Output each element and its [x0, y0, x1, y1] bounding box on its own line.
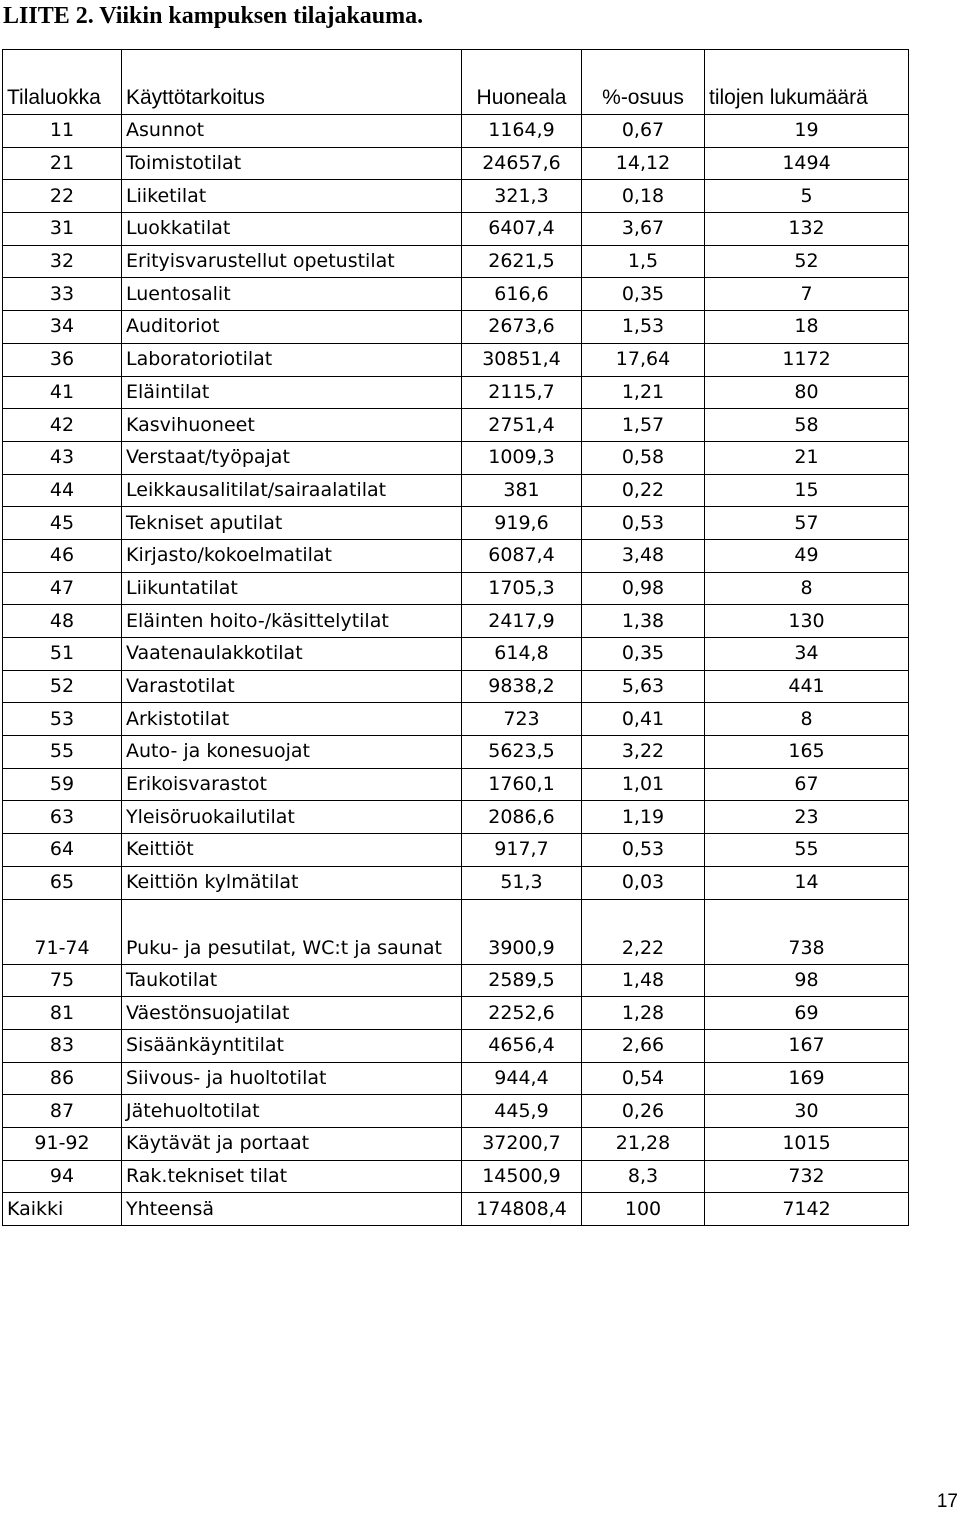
- cell-floor-area: 6087,4: [462, 539, 582, 572]
- table-body: [3, 115, 909, 1226]
- cell-share-percent: 1,57: [582, 409, 705, 442]
- cell-space-count: 167: [705, 1029, 909, 1062]
- table-row: [3, 964, 909, 997]
- cell-purpose: Varastotilat: [122, 670, 462, 703]
- table-row: [3, 605, 909, 638]
- cell-share-percent: 0,22: [582, 474, 705, 507]
- cell-space-count: 8: [705, 703, 909, 736]
- cell-space-count: 15: [705, 474, 909, 507]
- table-row: [3, 638, 909, 671]
- cell-space-class: 47: [3, 572, 122, 605]
- header-space-class: Tilaluokka: [3, 50, 122, 115]
- cell-purpose: Yleisöruokailutilat: [122, 801, 462, 834]
- table-row: [3, 1029, 909, 1062]
- cell-space-count: 169: [705, 1062, 909, 1095]
- cell-floor-area: 381: [462, 474, 582, 507]
- cell-floor-area: 1760,1: [462, 768, 582, 801]
- cell-floor-area: 723: [462, 703, 582, 736]
- cell-space-class: 36: [3, 343, 122, 376]
- cell-space-class: 22: [3, 180, 122, 213]
- cell-space-count: 8: [705, 572, 909, 605]
- cell-floor-area: 1164,9: [462, 115, 582, 148]
- table-row: [3, 1062, 909, 1095]
- cell-space-class: 42: [3, 409, 122, 442]
- cell-share-percent: 2,66: [582, 1029, 705, 1062]
- cell-space-class: 53: [3, 703, 122, 736]
- cell-share-percent: 0,26: [582, 1095, 705, 1128]
- table-row: [3, 441, 909, 474]
- cell-space-class: 55: [3, 736, 122, 769]
- cell-floor-area: 917,7: [462, 834, 582, 867]
- cell-purpose: Eläintilat: [122, 376, 462, 409]
- cell-space-class: 65: [3, 866, 122, 899]
- cell-space-count: 732: [705, 1160, 909, 1193]
- cell-space-class: 34: [3, 311, 122, 344]
- cell-share-percent: 5,63: [582, 670, 705, 703]
- cell-floor-area: 1705,3: [462, 572, 582, 605]
- header-space-count: tilojen lukumäärä: [705, 50, 909, 115]
- cell-space-class: 45: [3, 507, 122, 540]
- table-row: [3, 1127, 909, 1160]
- cell-space-count: 98: [705, 964, 909, 997]
- cell-floor-area: 2751,4: [462, 409, 582, 442]
- cell-share-percent: 0,03: [582, 866, 705, 899]
- table-row: [3, 343, 909, 376]
- cell-purpose: Kasvihuoneet: [122, 409, 462, 442]
- table-row: [3, 866, 909, 899]
- cell-space-count: 1015: [705, 1127, 909, 1160]
- cell-space-count: 165: [705, 736, 909, 769]
- page-number: 17: [936, 1491, 958, 1512]
- cell-space-class: 52: [3, 670, 122, 703]
- cell-share-percent: 100: [582, 1193, 705, 1226]
- header-share-percent: %-osuus: [582, 50, 705, 115]
- document-title: LIITE 2. Viikin kampuksen tilajakauma.: [3, 3, 424, 29]
- cell-space-count: 130: [705, 605, 909, 638]
- cell-purpose: Siivous- ja huoltotilat: [122, 1062, 462, 1095]
- cell-floor-area: 14500,9: [462, 1160, 582, 1193]
- cell-purpose: Luokkatilat: [122, 213, 462, 246]
- table-row: [3, 213, 909, 246]
- cell-space-count: 49: [705, 539, 909, 572]
- table-row: [3, 311, 909, 344]
- cell-floor-area: 3900,9: [462, 899, 582, 964]
- cell-purpose: Yhteensä: [122, 1193, 462, 1226]
- cell-share-percent: 2,22: [582, 899, 705, 964]
- table-row: [3, 572, 909, 605]
- table-row: [3, 376, 909, 409]
- cell-space-class: 81: [3, 997, 122, 1030]
- cell-space-count: 67: [705, 768, 909, 801]
- cell-share-percent: 1,01: [582, 768, 705, 801]
- cell-floor-area: 9838,2: [462, 670, 582, 703]
- cell-share-percent: 0,98: [582, 572, 705, 605]
- cell-space-class: 75: [3, 964, 122, 997]
- table-row: [3, 115, 909, 148]
- cell-share-percent: 0,35: [582, 278, 705, 311]
- cell-floor-area: 2621,5: [462, 245, 582, 278]
- table-row: [3, 245, 909, 278]
- cell-share-percent: 3,48: [582, 539, 705, 572]
- cell-space-class: 21: [3, 147, 122, 180]
- cell-floor-area: 24657,6: [462, 147, 582, 180]
- cell-share-percent: 14,12: [582, 147, 705, 180]
- cell-purpose: Keittiön kylmätilat: [122, 866, 462, 899]
- cell-space-class: 31: [3, 213, 122, 246]
- cell-purpose: Jätehuoltotilat: [122, 1095, 462, 1128]
- cell-space-count: 30: [705, 1095, 909, 1128]
- cell-purpose: Rak.tekniset tilat: [122, 1160, 462, 1193]
- cell-floor-area: 4656,4: [462, 1029, 582, 1062]
- table-row: [3, 899, 909, 964]
- table-row: [3, 703, 909, 736]
- cell-purpose: Erikoisvarastot: [122, 768, 462, 801]
- cell-space-class: 94: [3, 1160, 122, 1193]
- cell-share-percent: 1,21: [582, 376, 705, 409]
- cell-share-percent: 0,53: [582, 834, 705, 867]
- cell-floor-area: 51,3: [462, 866, 582, 899]
- cell-floor-area: 2417,9: [462, 605, 582, 638]
- cell-space-count: 23: [705, 801, 909, 834]
- cell-purpose: Eläinten hoito-/käsittelytilat: [122, 605, 462, 638]
- cell-purpose: Käytävät ja portaat: [122, 1127, 462, 1160]
- cell-purpose: Toimistotilat: [122, 147, 462, 180]
- cell-space-count: 80: [705, 376, 909, 409]
- cell-space-class: 41: [3, 376, 122, 409]
- cell-space-count: 34: [705, 638, 909, 671]
- cell-space-class: 87: [3, 1095, 122, 1128]
- table-row: [3, 997, 909, 1030]
- cell-space-count: 58: [705, 409, 909, 442]
- table-row: [3, 768, 909, 801]
- cell-space-count: 14: [705, 866, 909, 899]
- cell-purpose: Erityisvarustellut opetustilat: [122, 245, 462, 278]
- cell-floor-area: 2589,5: [462, 964, 582, 997]
- cell-floor-area: 5623,5: [462, 736, 582, 769]
- cell-space-class: 71-74: [3, 899, 122, 964]
- cell-share-percent: 0,54: [582, 1062, 705, 1095]
- header-floor-area: Huoneala: [462, 50, 582, 115]
- cell-purpose: Liikuntatilat: [122, 572, 462, 605]
- cell-floor-area: 944,4: [462, 1062, 582, 1095]
- table-row: [3, 1095, 909, 1128]
- cell-space-class: 11: [3, 115, 122, 148]
- cell-share-percent: 3,22: [582, 736, 705, 769]
- cell-share-percent: 17,64: [582, 343, 705, 376]
- cell-space-class: 43: [3, 441, 122, 474]
- cell-purpose: Auto- ja konesuojat: [122, 736, 462, 769]
- cell-floor-area: 30851,4: [462, 343, 582, 376]
- cell-share-percent: 0,67: [582, 115, 705, 148]
- cell-space-class: 51: [3, 638, 122, 671]
- cell-share-percent: 1,38: [582, 605, 705, 638]
- cell-space-class: 33: [3, 278, 122, 311]
- table-row: [3, 409, 909, 442]
- cell-purpose: Sisäänkäyntitilat: [122, 1029, 462, 1062]
- cell-purpose: Auditoriot: [122, 311, 462, 344]
- cell-floor-area: 6407,4: [462, 213, 582, 246]
- cell-space-count: 21: [705, 441, 909, 474]
- cell-share-percent: 1,53: [582, 311, 705, 344]
- cell-purpose: Taukotilat: [122, 964, 462, 997]
- cell-share-percent: 3,67: [582, 213, 705, 246]
- cell-purpose: Väestönsuojatilat: [122, 997, 462, 1030]
- cell-space-class: 32: [3, 245, 122, 278]
- table-row: [3, 834, 909, 867]
- cell-space-count: 52: [705, 245, 909, 278]
- cell-space-count: 7: [705, 278, 909, 311]
- cell-purpose: Leikkausalitilat/sairaalatilat: [122, 474, 462, 507]
- header-purpose: Käyttötarkoitus: [122, 50, 462, 115]
- space-distribution-table: [2, 49, 909, 1226]
- cell-space-class: 59: [3, 768, 122, 801]
- table-row: [3, 180, 909, 213]
- cell-purpose: Vaatenaulakkotilat: [122, 638, 462, 671]
- cell-space-count: 5: [705, 180, 909, 213]
- cell-space-class: 44: [3, 474, 122, 507]
- cell-floor-area: 2673,6: [462, 311, 582, 344]
- cell-share-percent: 1,19: [582, 801, 705, 834]
- cell-share-percent: 1,48: [582, 964, 705, 997]
- table-row: [3, 1160, 909, 1193]
- table-row: [3, 507, 909, 540]
- cell-space-count: 1494: [705, 147, 909, 180]
- cell-purpose: Kirjasto/kokoelmatilat: [122, 539, 462, 572]
- table-header-row: [3, 50, 909, 115]
- cell-floor-area: 919,6: [462, 507, 582, 540]
- cell-space-count: 738: [705, 899, 909, 964]
- cell-purpose: Keittiöt: [122, 834, 462, 867]
- cell-floor-area: 616,6: [462, 278, 582, 311]
- cell-floor-area: 2086,6: [462, 801, 582, 834]
- cell-space-class: 86: [3, 1062, 122, 1095]
- cell-space-class: 48: [3, 605, 122, 638]
- cell-space-class: 83: [3, 1029, 122, 1062]
- cell-share-percent: 8,3: [582, 1160, 705, 1193]
- cell-purpose: Liiketilat: [122, 180, 462, 213]
- cell-share-percent: 1,28: [582, 997, 705, 1030]
- cell-space-class: Kaikki: [3, 1193, 122, 1226]
- cell-floor-area: 445,9: [462, 1095, 582, 1128]
- cell-floor-area: 2115,7: [462, 376, 582, 409]
- table-row: [3, 539, 909, 572]
- cell-space-count: 132: [705, 213, 909, 246]
- cell-space-count: 57: [705, 507, 909, 540]
- cell-purpose: Puku- ja pesutilat, WC:t ja saunat: [122, 899, 462, 964]
- cell-purpose: Luentosalit: [122, 278, 462, 311]
- cell-space-class: 46: [3, 539, 122, 572]
- cell-space-class: 63: [3, 801, 122, 834]
- cell-share-percent: 1,5: [582, 245, 705, 278]
- cell-floor-area: 2252,6: [462, 997, 582, 1030]
- cell-floor-area: 37200,7: [462, 1127, 582, 1160]
- cell-floor-area: 614,8: [462, 638, 582, 671]
- cell-space-count: 441: [705, 670, 909, 703]
- cell-space-count: 69: [705, 997, 909, 1030]
- table-row: [3, 736, 909, 769]
- cell-purpose: Arkistotilat: [122, 703, 462, 736]
- cell-share-percent: 0,35: [582, 638, 705, 671]
- cell-share-percent: 21,28: [582, 1127, 705, 1160]
- cell-space-class: 64: [3, 834, 122, 867]
- cell-space-count: 7142: [705, 1193, 909, 1226]
- cell-purpose: Verstaat/työpajat: [122, 441, 462, 474]
- cell-floor-area: 321,3: [462, 180, 582, 213]
- cell-share-percent: 0,58: [582, 441, 705, 474]
- cell-share-percent: 0,41: [582, 703, 705, 736]
- cell-purpose: Asunnot: [122, 115, 462, 148]
- cell-space-count: 19: [705, 115, 909, 148]
- cell-share-percent: 0,18: [582, 180, 705, 213]
- cell-floor-area: 174808,4: [462, 1193, 582, 1226]
- table-row: [3, 278, 909, 311]
- table-row: [3, 801, 909, 834]
- cell-share-percent: 0,53: [582, 507, 705, 540]
- cell-space-count: 18: [705, 311, 909, 344]
- cell-purpose: Laboratoriotilat: [122, 343, 462, 376]
- cell-space-class: 91-92: [3, 1127, 122, 1160]
- table-total-row: [3, 1193, 909, 1226]
- table-row: [3, 147, 909, 180]
- cell-purpose: Tekniset aputilat: [122, 507, 462, 540]
- cell-space-count: 1172: [705, 343, 909, 376]
- cell-space-count: 55: [705, 834, 909, 867]
- cell-floor-area: 1009,3: [462, 441, 582, 474]
- table-row: [3, 670, 909, 703]
- table-row: [3, 474, 909, 507]
